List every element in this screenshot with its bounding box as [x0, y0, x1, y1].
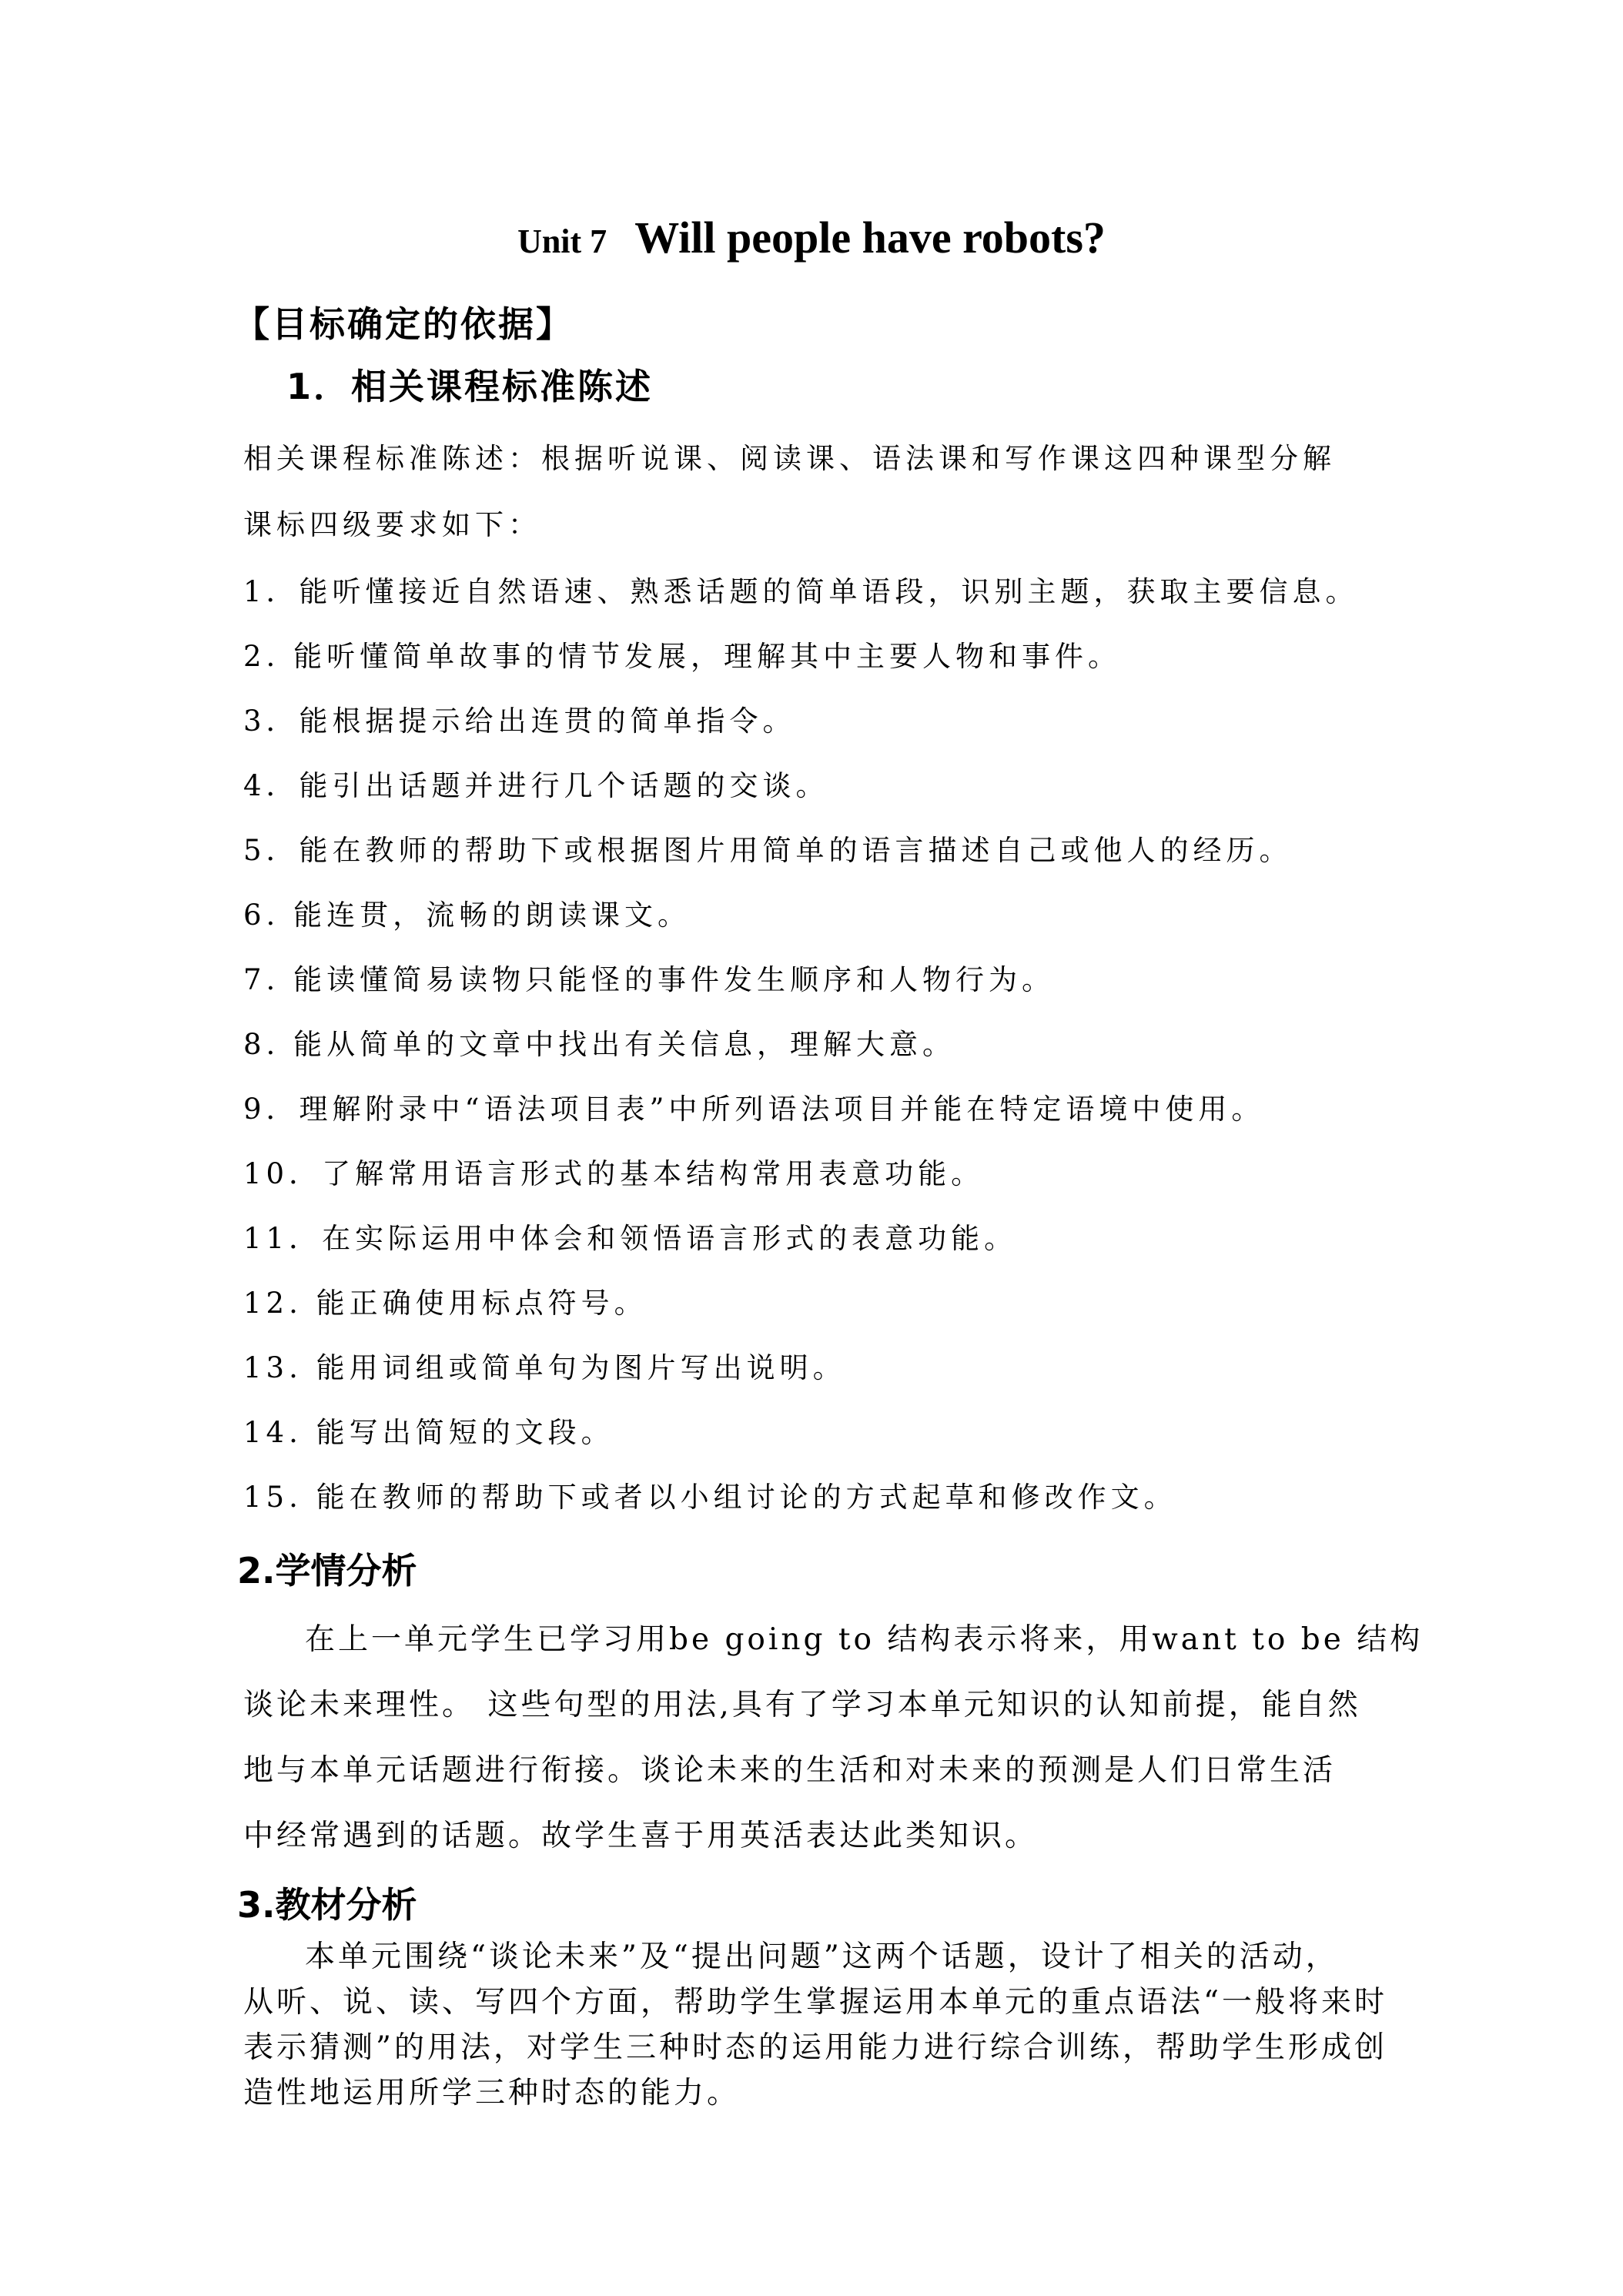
learner-analysis-line: 中经常遇到的话题。故学生喜于用英活表达此类知识。 [243, 1819, 1039, 1853]
material-analysis-line: 造性地运用所学三种时态的能力。 [243, 2076, 741, 2110]
title-main: Will people have robots? [634, 213, 1106, 263]
learner-analysis-line: 在上一单元学生已学习用be going to 结构表示将来，用want to be 结构 [305, 1622, 1424, 1657]
standard-item: 3．能根据提示给出连贯的简单指令。 [243, 705, 796, 738]
standard-item: 13. 能用词组或简单句为图片写出说明。 [243, 1351, 846, 1384]
intro-line: 相关课程标准陈述：根据听说课、阅读课、语法课和写作课这四种课型分解 [243, 442, 1336, 475]
standard-item: 4．能引出话题并进行几个话题的交谈。 [243, 769, 829, 802]
material-analysis-line: 本单元围绕“谈论未来”及“提出问题”这两个话题，设计了相关的活动， [305, 1940, 1339, 1974]
standard-item: 10．了解常用语言形式的基本结构常用表意功能。 [243, 1157, 985, 1190]
section-material-analysis-heading: 3.教材分析 [237, 1884, 417, 1926]
standard-item: 11．在实际运用中体会和领悟语言形式的表意功能。 [243, 1222, 1018, 1255]
material-analysis-line: 从听、说、读、写四个方面，帮助学生掌握运用本单元的重点语法“一般将来时 [243, 1985, 1387, 2020]
standard-item: 1．能听懂接近自然语速、熟悉话题的简单语段，识别主题，获取主要信息。 [243, 575, 1359, 608]
section-basis-heading: 【目标确定的依据】 [234, 303, 574, 345]
standard-item: 7. 能读懂简易读物只能怪的事件发生顺序和人物行为。 [243, 963, 1056, 996]
standard-item: 9．理解附录中“语法项目表”中所列语法项目并能在特定语境中使用。 [243, 1093, 1265, 1126]
standard-item: 2. 能听懂简单故事的情节发展，理解其中主要人物和事件。 [243, 640, 1122, 673]
subsection-standards-heading: 1．相关课程标准陈述 [286, 366, 654, 407]
learner-analysis-line: 谈论未来理性。 这些句型的用法,具有了学习本单元知识的认知前提，能自然 [243, 1688, 1361, 1722]
section-learner-analysis-heading: 2.学情分析 [237, 1550, 417, 1591]
standard-item: 12. 能正确使用标点符号。 [243, 1287, 648, 1320]
page-title [0, 212, 1623, 263]
standard-item: 14. 能写出简短的文段。 [243, 1416, 614, 1449]
standard-item: 6. 能连贯，流畅的朗读课文。 [243, 899, 691, 932]
title-unit: Unit 7 [517, 223, 607, 260]
learner-analysis-line: 地与本单元话题进行衔接。谈论未来的生活和对未来的预测是人们日常生活 [243, 1753, 1337, 1788]
intro-line: 课标四级要求如下： [243, 508, 541, 541]
material-analysis-line: 表示猜测”的用法，对学生三种时态的运用能力进行综合训练，帮助学生形成创 [243, 2030, 1387, 2065]
standard-item: 5．能在教师的帮助下或根据图片用简单的语言描述自己或他人的经历。 [243, 834, 1293, 867]
standard-item: 8. 能从简单的文章中找出有关信息，理解大意。 [243, 1028, 956, 1061]
standard-item: 15. 能在教师的帮助下或者以小组讨论的方式起草和修改作文。 [243, 1481, 1177, 1514]
